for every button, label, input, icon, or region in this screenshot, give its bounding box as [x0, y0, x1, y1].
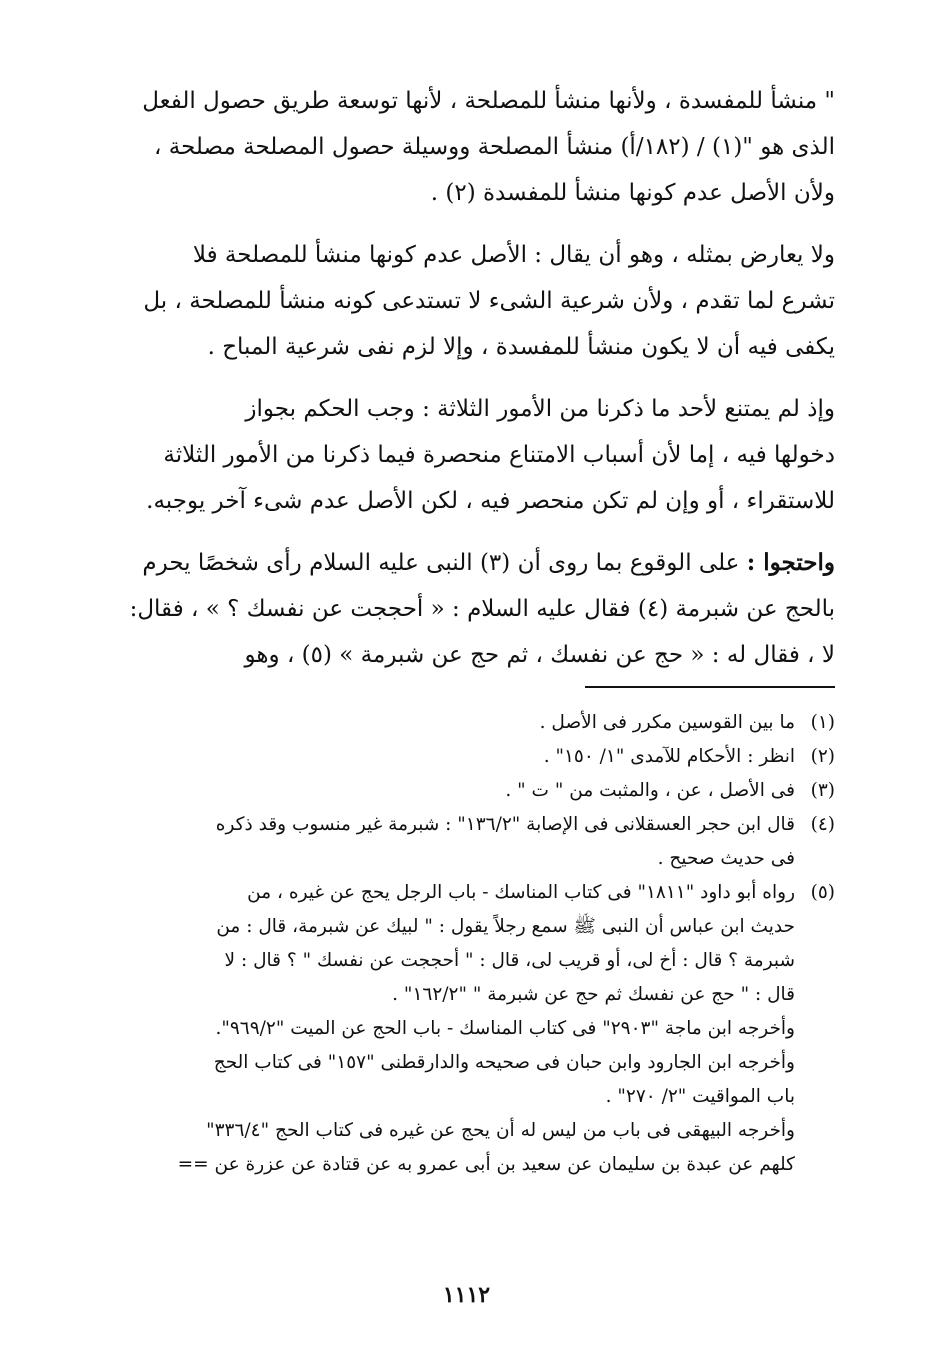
main-text: [95, 78, 835, 694]
text-line: وإذ لم يمتنع لأحد ما ذكرنا من الأمور الثلاثة : وجب الحكم بجواز: [245, 396, 835, 422]
footnote-2: [95, 740, 835, 774]
footnote-line: باب المواقيت "٢/ ٢٧٠" .: [605, 1086, 795, 1107]
text-line: " منشأ للمفسدة ، ولأنها منشأ للمصلحة ، لأنها توسعة طريق حصول الفعل: [142, 88, 835, 114]
footnote-text: [95, 706, 795, 740]
footnote-line: كلهم عن عبدة بن سليمان عن سعيد بن أبى عمرو به عن قتادة عن عزرة عن ==: [177, 1154, 795, 1175]
paragraph-1: [95, 78, 835, 216]
footnote-1: [95, 706, 835, 740]
paragraph-3: [95, 386, 835, 524]
footnote-line: فى حديث صحيح .: [657, 848, 795, 869]
footnote-line: قال : " حج عن نفسك ثم حج عن شبرمة " "١٦٢/٢" .: [392, 984, 795, 1005]
footnote-text: [95, 740, 795, 774]
text-line: يكفى فيه أن لا يكون منشأ للمفسدة ، وإلا لزم نفى شرعية المباح .: [207, 334, 835, 360]
text-line: للاستقراء ، أو وإن لم تكن منحصر فيه ، لكن الأصل عدم شىء آخر يوجبه.: [146, 488, 835, 514]
footnote-number: (٣): [810, 780, 835, 801]
text-line: بالحج عن شبرمة (٤) فقال عليه السلام : « أحججت عن نفسك ؟ » ، فقال:: [129, 596, 835, 622]
footnote-text: [95, 808, 795, 876]
footnote-line: وأخرجه ابن الجارود وابن حبان فى صحيحه والدارقطنى "١٥٧" فى كتاب الحج: [213, 1052, 795, 1073]
footnote-3: [95, 774, 835, 808]
text-line: دخولها فيه ، إما لأن أسباب الامتناع منحصرة فيما ذكرنا من الأمور الثلاثة: [163, 442, 835, 468]
footnote-number: (٥): [810, 882, 835, 903]
footnote-line: انظر : الأحكام للآمدى "١/ ١٥٠" .: [543, 746, 795, 767]
footnote-line: وأخرجه ابن ماجة "٢٩٠٣" فى كتاب المناسك - باب الحج عن الميت "٩٦٩/٢".: [215, 1018, 795, 1039]
text-line: [95, 540, 835, 586]
text-line: الذى هو "(١) / (١٨٢/أ) منشأ المصلحة ووسيلة حصول المصلحة مصلحة ،: [154, 134, 835, 160]
footnote-line: وأخرجه البيهقى فى باب من ليس له أن يحج عن غيره فى كتاب الحج "٣٣٦/٤": [206, 1120, 795, 1141]
footnote-text: [95, 876, 795, 1012]
footnote-text: [95, 774, 795, 808]
text-line: ولأن الأصل عدم كونها منشأ للمفسدة (٢) .: [430, 180, 835, 206]
text-line-rest: على الوقوع بما روى أن (٣) النبى عليه السلام رأى شخصًا يحرم: [142, 550, 747, 576]
footnote-4: [95, 808, 835, 876]
text-line: لا ، فقال له : « حج عن نفسك ، ثم حج عن شبرمة » (٥) ، وهو: [244, 642, 835, 668]
footnote-number: (٤): [810, 814, 835, 835]
paragraph-2: [95, 232, 835, 370]
footnote-line: قال ابن حجر العسقلانى فى الإصابة "١٣٦/٢" : شبرمة غير منسوب وقد ذكره: [215, 814, 795, 835]
footnote-5: [95, 876, 835, 1012]
text-line: ولا يعارض بمثله ، وهو أن يقال : الأصل عدم كونها منشأ للمصلحة فلا: [192, 242, 835, 268]
footnote-line: رواه أبو داود "١٨١١" فى كتاب المناسك - باب الرجل يحج عن غيره ، من: [247, 882, 795, 903]
footnote-number: (٢): [810, 746, 835, 767]
footnote-line: حديث ابن عباس أن النبى ﷺ سمع رجلاً يقول : " لبيك عن شبرمة، قال : من: [216, 916, 795, 937]
text-line: تشرع لما تقدم ، ولأن شرعية الشىء لا تستدعى كونه منشأ للمصلحة ، بل: [143, 288, 835, 314]
footnote-line: ما بين القوسين مكرر فى الأصل .: [539, 712, 795, 733]
page-number: ١١١٢: [442, 1282, 491, 1308]
footnote-number: (١): [810, 712, 835, 733]
paragraph-lead: واحتجوا :: [746, 549, 835, 576]
footnotes: [95, 706, 835, 1182]
footnote-line: فى الأصل ، عن ، والمثبت من " ت " .: [505, 780, 795, 801]
footnote-divider: [585, 686, 835, 688]
footnote-line: شبرمة ؟ قال : أخ لى، أو قريب لى، قال : " أحججت عن نفسك " ؟ قال : لا: [224, 950, 795, 971]
footnote-5-continuation: [95, 1012, 795, 1182]
paragraph-4: [95, 540, 835, 678]
